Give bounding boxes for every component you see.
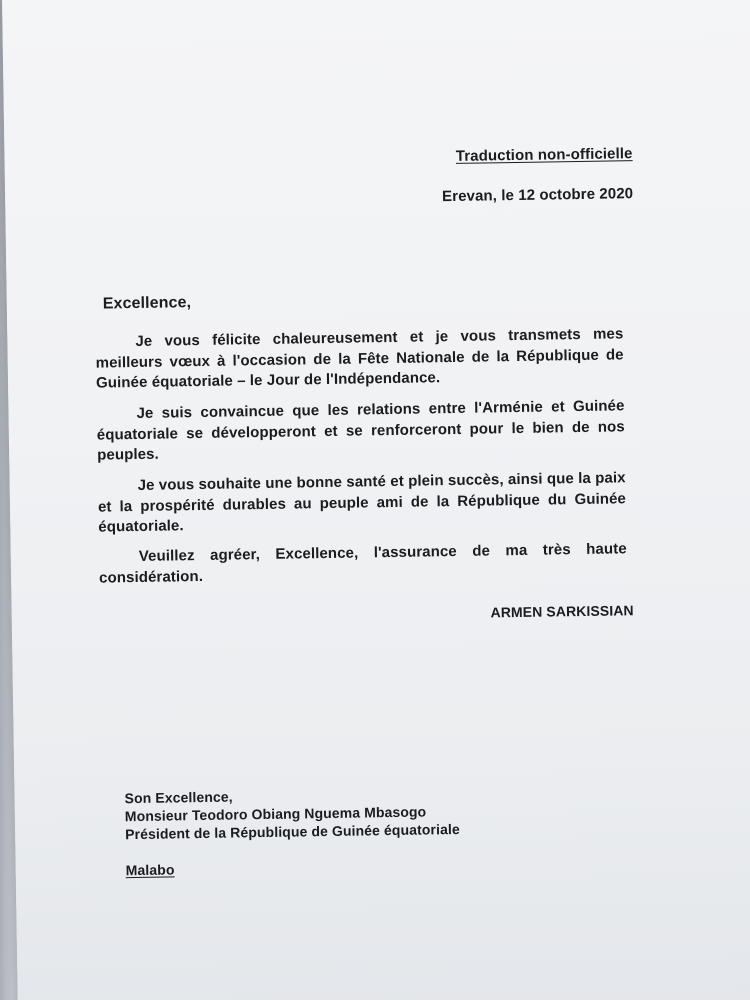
paragraph-closing: Veuillez agréer, Excellence, l'assurance de ma très haute considération. [98,540,627,587]
salutation: Excellence, [102,294,192,313]
paragraph-congratulations: Je vous félicite chaleureusement et je vous transmets mes meilleurs vœux à l'occasion de la Fête Nationale de la République de Guinée équatoriale – le Jour de l'Indépendance. [95,325,624,392]
translation-note: Traduction non-officielle [455,145,633,165]
paragraph-relations: Je suis convaincue que les relations entre l'Arménie et Guinée équatoriale se développeront et se renforceront pour le bien de nos peuples. [96,397,625,464]
recipient-title: Son Excellence, [124,788,233,807]
letter-page [2,0,750,1000]
paragraph-wishes: Je vous souhaite une bonne santé et plein succès, ainsi que la paix et la prospérité durables au peuple ami de la République du Guinée équatoriale. [97,469,627,536]
recipient-office: Président de la République de Guinée équatoriale [125,820,460,843]
signature-name: ARMEN SARKISSIAN [490,602,634,621]
recipient-name: Monsieur Teodoro Obiang Nguema Mbasogo [124,803,427,825]
recipient-city: Malabo [125,861,175,879]
place-date: Erevan, le 12 octobre 2020 [441,185,634,206]
